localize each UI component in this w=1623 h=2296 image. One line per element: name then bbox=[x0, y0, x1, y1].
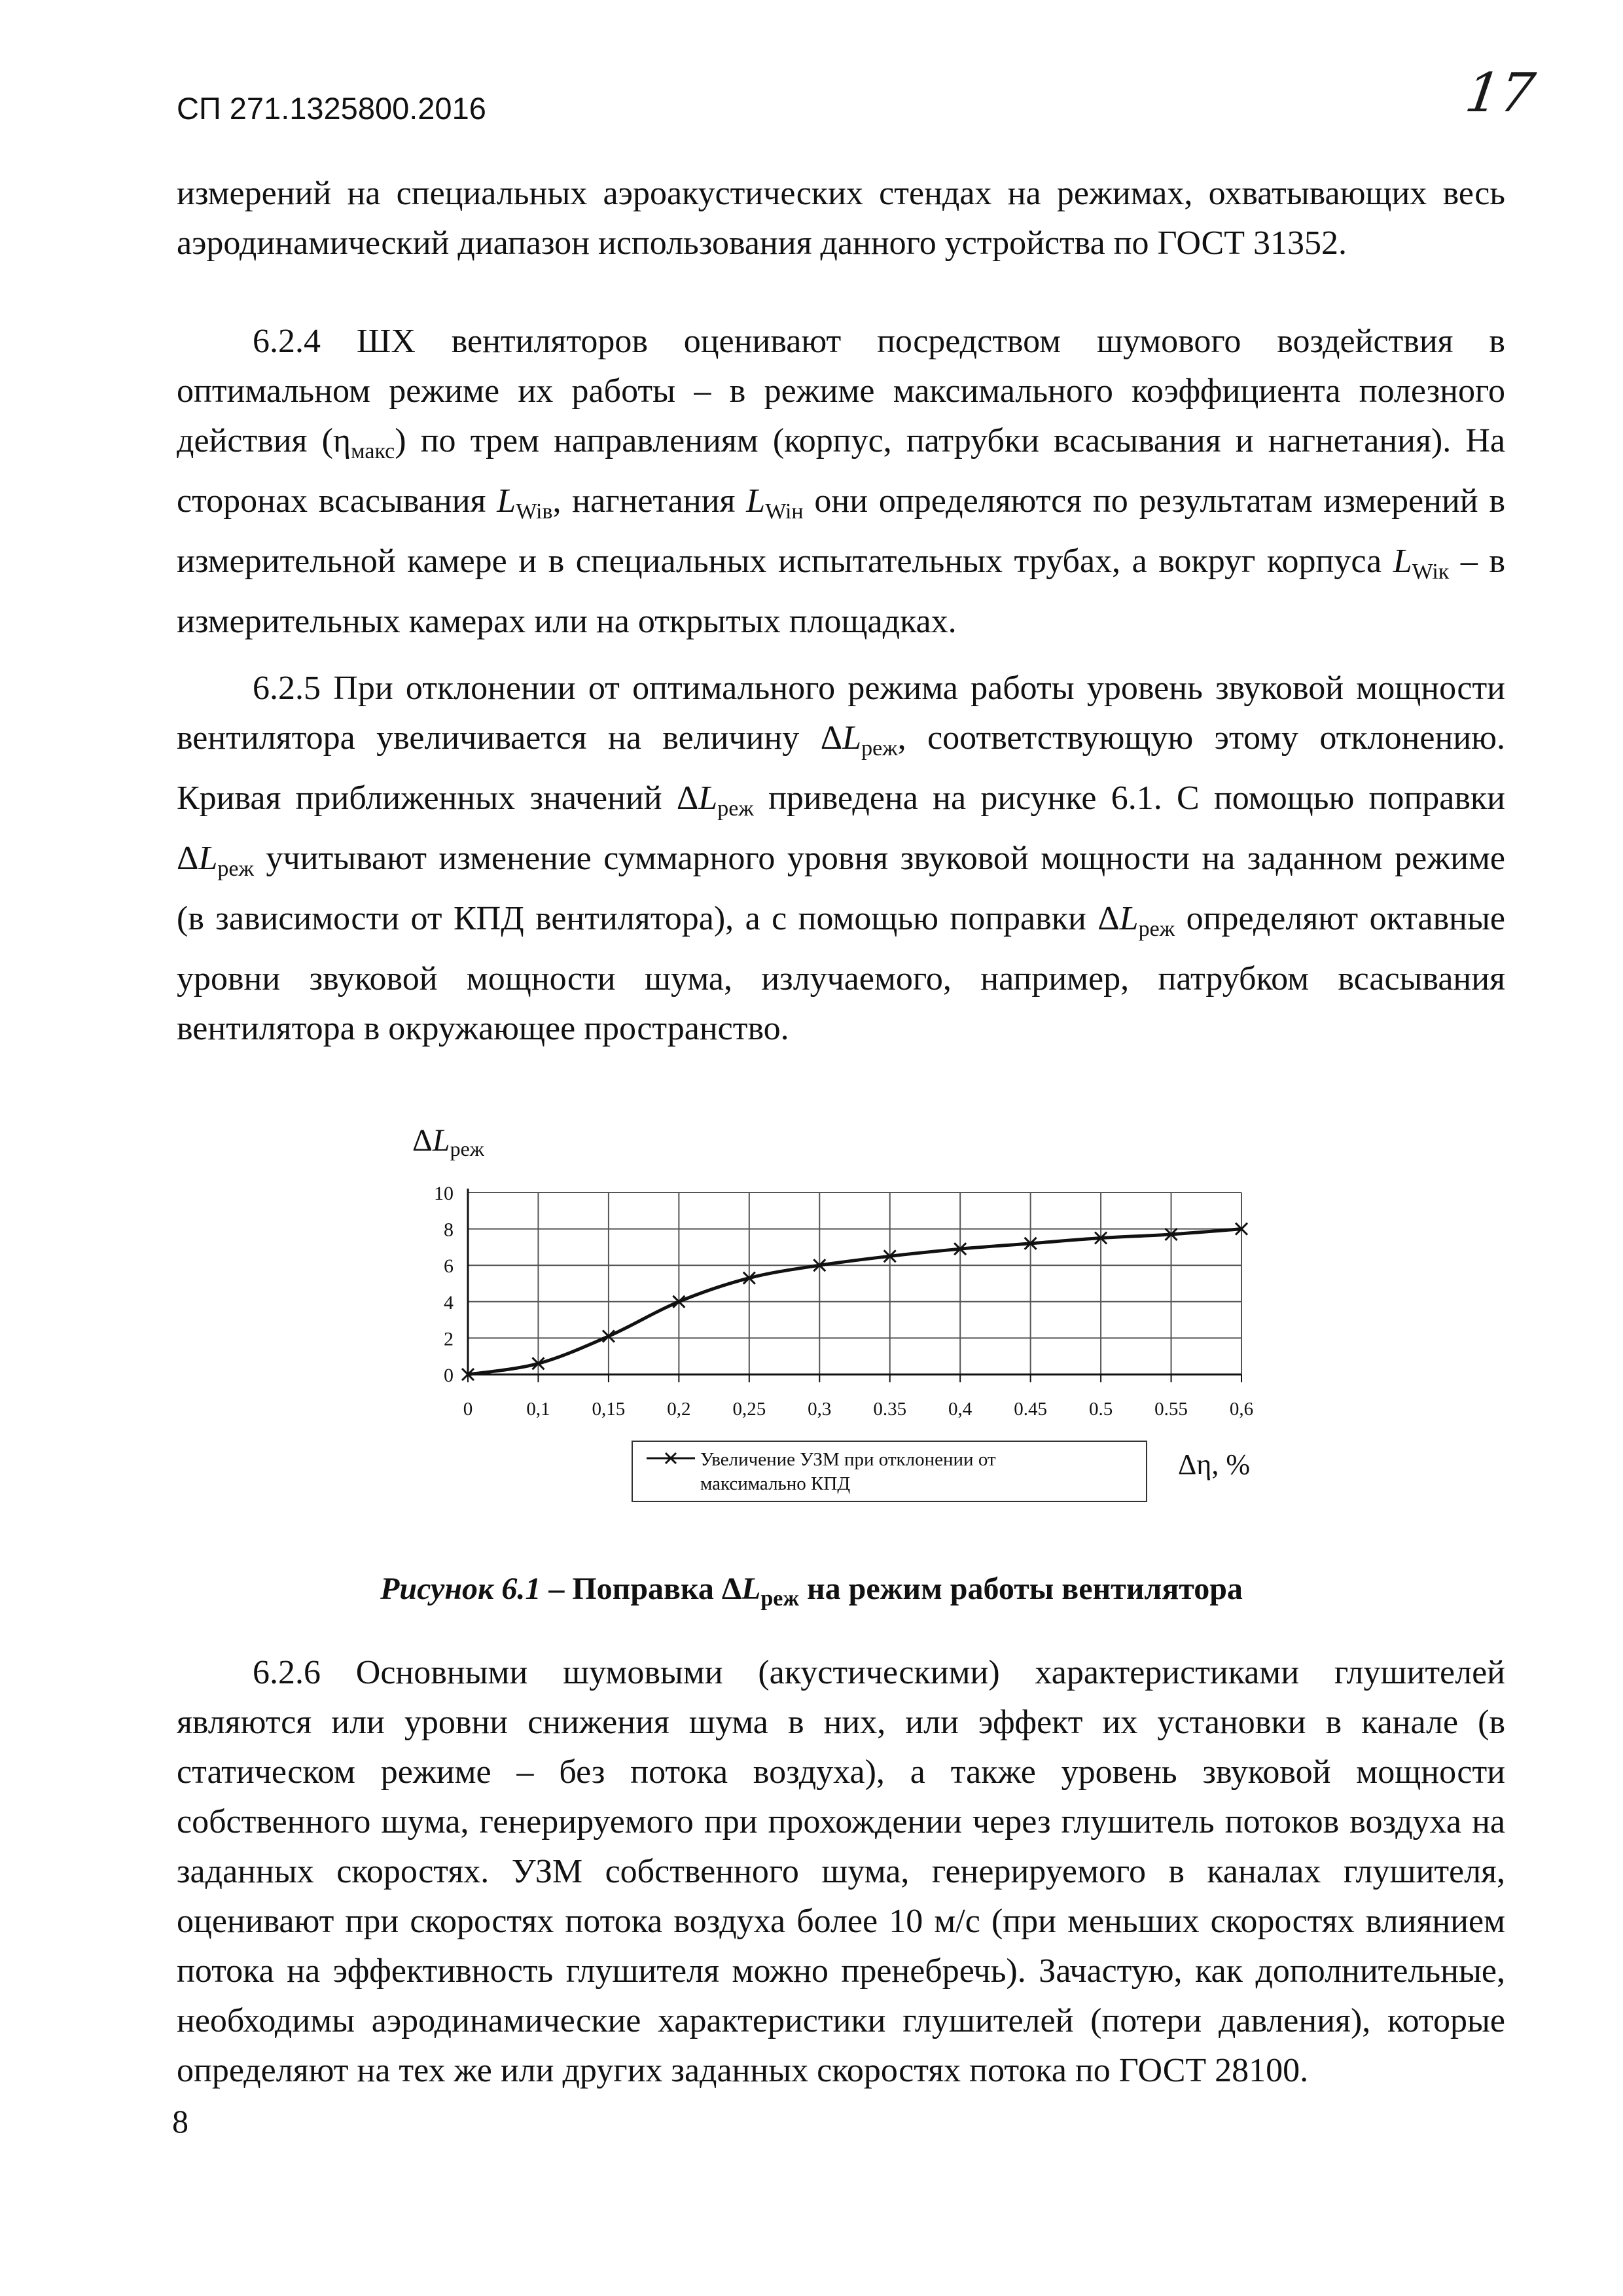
handwritten-page-number: 17 bbox=[1461, 62, 1539, 124]
x-tick-label: 0.45 bbox=[1014, 1399, 1048, 1420]
x-tick-label: 0,3 bbox=[808, 1399, 832, 1420]
y-tick-label: 4 bbox=[444, 1291, 454, 1314]
y-tick-label: 2 bbox=[444, 1328, 454, 1350]
legend-entry-line1: Увеличение УЗМ при отклонении от bbox=[700, 1449, 996, 1470]
x-tick-label: 0,2 bbox=[667, 1399, 691, 1420]
y-tick-label: 8 bbox=[444, 1219, 454, 1241]
y-tick-label: 6 bbox=[444, 1255, 454, 1278]
figure-6-1-chart bbox=[393, 1113, 1309, 1532]
page-number: 8 bbox=[172, 2103, 188, 2140]
y-axis-title: ΔLреж bbox=[412, 1123, 484, 1160]
paragraph-6-2-6: 6.2.6 Основными шумовыми (акустическими) характеристиками глушителей являются или уровни снижения шума в них, или эффект их установки в канале (в статическом режиме – без потока воздуха), а также уровень звуковой мощности собственного шума, генерируемого при прохождении через глушитель потоков воздуха на заданных скоростях. УЗМ собственного шума, генерируемого в каналах глушителя, оценивают при скоростях потока воздуха более 10 м/с (при меньших скоростях влиянием потока на эффективность глушителя можно пренебречь). Зачастую, как дополнительные, необходимы аэродинамические характеристики глушителей (потери давления), которые определяют на тех же или других заданных скоростях потока по ГОСТ 28100. bbox=[177, 1654, 1505, 2089]
paragraph-continuation: измерений на специальных аэроакустических стендах на режимах, охватывающих весь аэродинамический диапазон использования данного устройства по ГОСТ 31352. bbox=[177, 175, 1505, 262]
x-tick-label: 0.5 bbox=[1088, 1399, 1113, 1420]
x-axis-title: Δη, % bbox=[1178, 1448, 1250, 1480]
paragraph-6-2-5: 6.2.5 При отклонении от оптимального режима работы уровень звуковой мощности вентилятора увеличивается на величину $\Delta L_{реж}$, соответствующую этому отклонению. Кривая приближенных значений $\Delta L_{реж}$ приведена на рисунке 6.1. С помощью поправки $\Delta L_{реж}$ учитывают изменение суммарного уровня звуковой мощности на заданном режиме (в зависимости от КПД вентилятора), а с помощью поправки $\Delta L_{реж}$ определяют октавные уровни звуковой мощности шума, излучаемого, например, патрубком всасывания вентилятора в окружающее пространство. bbox=[177, 670, 1505, 1047]
x-tick-label: 0,25 bbox=[732, 1399, 766, 1420]
x-tick-label: 0.35 bbox=[873, 1399, 907, 1420]
legend-entry-line2: максимально КПД bbox=[700, 1473, 851, 1494]
x-tick-label: 0 bbox=[463, 1399, 473, 1420]
figure-caption: Рисунок 6.1 – Поправка $\Delta L_{реж}$ на режим работы вентилятора bbox=[380, 1571, 1243, 1611]
x-tick-label: 0,6 bbox=[1229, 1399, 1254, 1420]
caption-label: Рисунок 6.1 bbox=[380, 1571, 541, 1606]
x-tick-label: 0.55 bbox=[1154, 1399, 1188, 1420]
line-chart bbox=[393, 1113, 1309, 1532]
x-tick-label: 0,4 bbox=[948, 1399, 972, 1420]
paragraph-6-2-4: 6.2.4 ШХ вентиляторов оценивают посредством шумового воздействия в оптимальном режиме их работы – в режиме максимального коэффициента полезного действия $(\eta_{макс})$ по трем направлениям (корпус, патрубки всасывания и нагнетания). На сторонах всасывания $L_{Wiв}$, нагнетания $L_{Wiн}$ они определяются по результатам измерений в измерительной камере и в специальных испытательных трубах, а вокруг корпуса $L_{Wiк}$ – в измерительных камерах или на открытых площадках. bbox=[177, 323, 1505, 640]
y-tick-label: 0 bbox=[444, 1365, 454, 1386]
y-tick-label: 10 bbox=[434, 1183, 454, 1204]
x-tick-label: 0,15 bbox=[592, 1399, 626, 1420]
document-code: СП 271.1325800.2016 bbox=[177, 91, 486, 126]
x-tick-label: 0,1 bbox=[526, 1399, 550, 1420]
